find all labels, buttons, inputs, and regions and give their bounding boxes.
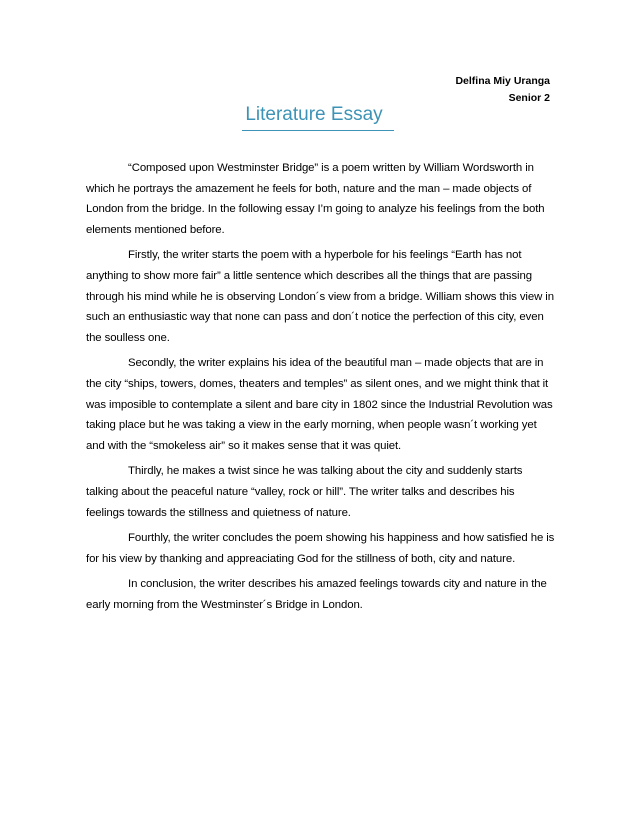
essay-title: Literature Essay [245, 104, 383, 125]
paragraph-conclusion: In conclusion, the writer describes his amazed feelings towards city and nature in the early morning from the Westminster´s Bridge in London. [86, 578, 547, 611]
class-level: Senior 2 [508, 92, 550, 104]
author-name: Delfina Miy Uranga [455, 75, 550, 87]
paragraph-second-point: Secondly, the writer explains his idea of the beautiful man – made objects that are in the city “ships, towers, domes, theaters and temples” as silent ones, and we might think that it was imposible to contemplate a silent and bare city in 1802 since the Industrial Revolution was taking place but he was taking a view in the early morning, when people wasn´t working yet and with the “smokeless air” so it makes sense that it was quiet. [86, 357, 553, 452]
paragraph-first-point: Firstly, the writer starts the poem with a hyperbole for his feelings “Earth has not anything to show more fair” a little sentence which describes all the things that are passing through his mind while he is observing London´s view from a bridge. William shows this view in such an enthusiastic way that none can pass and don´t notice the perfection of this city, even the soulless one. [86, 249, 554, 344]
author-block [380, 73, 550, 107]
paragraph-fourth-point: Fourthly, the writer concludes the poem showing his happiness and how satisfied he is for his view by thanking and appreaciating God for the stillness of both, city and nature. [86, 532, 555, 565]
essay-body [86, 158, 556, 620]
paragraph-introduction: “Composed upon Westminster Bridge” is a poem written by William Wordsworth in which he portrays the amazement he feels for both, nature and the man – made objects of London from the bridge. In the following essay I’m going to analyze his feelings from the both elements mentioned before. [86, 162, 545, 236]
title-underline [242, 130, 394, 131]
paragraph-third-point: Thirdly, he makes a twist since he was talking about the city and suddenly starts talking about the peaceful nature “valley, rock or hill”. The writer talks and describes his feelings towards the stillness and quietness of nature. [86, 465, 523, 519]
